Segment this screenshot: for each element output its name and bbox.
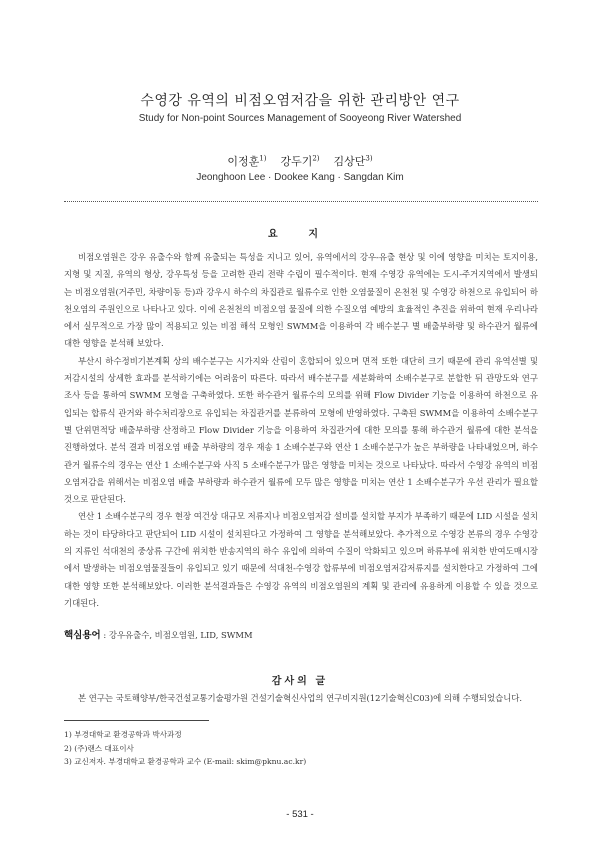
page-number: - 531 - <box>286 809 314 820</box>
paper-title-korean: 수영강 유역의 비점오염저감을 위한 관리방안 연구 <box>140 93 460 109</box>
footnote: 1) 부경대학교 환경공학과 박사과정 <box>64 730 182 739</box>
dotted-divider <box>64 201 538 202</box>
author-name: 강두기 <box>280 155 313 168</box>
abstract-paragraph: 부산시 하수정비기본계획 상의 배수분구는 시가지와 산림이 혼합되어 있으며 면적 또한 대단히 크기 때문에 관리 유역선별 및 저감시설의 상세한 효과를 분석하기에는 어려움이 따른다. 따라서 배수분구를 세분화하여 소배수분구로 분할한 뒤 관망도와 연구조사 등을 통하여 SWMM 모형을 구축하였다. 또한 하수관거 월류수의 모의를 위해 Flow Divider 기능을 이용하여 하천으로 유입되는 합류식 관거와 하수처리장으로 유입되는 차집관거를 분류하여 모형에 반영하였다. 구축된 SWMM을 이용하여 소배수분구별 단위면적당 배출부하량 산정하고 Flow Divider 기능을 이용하여 차집관거에 대한 모의를 통해 하수관거 월류에 대한 분석을 진행하였다. 분석 결과 비점오염 배출 부하량의 경우 재송 1 소배수분구와 연산 1 소배수분구가 높은 부하량을 나타내었으며, 하수관거 월류수의 경우는 연산 1 소배수분구와 사직 5 소배수분구가 많은 영향을 미치는 것으로 나타났다. 따라서 수영강 유역의 비점오염저감을 위해서는 비점오염 배출 부하량과 하수관거 월류에 모두 많은 영향을 미치는 연산 1 소배수분구가 우선 관리가 필요할 것으로 판단된다. <box>64 355 538 505</box>
authors-english: Jeonghoon Lee · Dookee Kang · Sangdan Kim <box>196 172 404 183</box>
acknowledgment-heading: 감사의 글 <box>271 676 329 687</box>
footnote: 3) 교신저자. 부경대학교 환경공학과 교수 (E-mail: skim@pknu.ac.kr) <box>64 757 307 766</box>
acknowledgment-text: 본 연구는 국토해양부/한국건설교통기술평가원 건설기술혁신사업의 연구비지원(12기술혁신C03)에 의해 수행되었습니다. <box>78 693 523 703</box>
footnote: 2) (주)랜스 대표이사 <box>64 743 134 753</box>
authors-korean <box>0 153 600 169</box>
author-name: 이정훈 <box>227 155 260 168</box>
keywords-list: : 강우유출수, 비점오염원, LID, SWMM <box>103 630 253 640</box>
abstract-heading: 요 지 <box>267 229 333 240</box>
paper-title-english: Study for Non-point Sources Management of Sooyeong River Watershed <box>138 113 462 124</box>
abstract-body <box>64 249 538 612</box>
author-footnote-mark: 1) <box>259 154 267 163</box>
footnote-rule <box>64 720 209 721</box>
author-footnote-mark: 3) <box>365 154 373 163</box>
keywords-label: 핵심용어 <box>64 630 101 641</box>
author-name: 김상단 <box>333 155 366 168</box>
author-footnote-mark: 2) <box>312 154 320 163</box>
footnotes <box>64 728 538 769</box>
keywords-line <box>64 627 538 641</box>
abstract-paragraph: 비점오염원은 강우 유출수와 함께 유출되는 특성을 지니고 있어, 유역에서의 강우-유출 현상 및 이에 영향을 미치는 토지이용, 지형 및 지질, 유역의 형상, 강우특성 등을 고려한 관리 전략 수립이 필수적이다. 현재 수영강 유역에는 도시-주거지역에서 발생되는 비점오염원(거주민, 차량이동 등)과 강우시 하수의 차집관로 월류수로 인한 오염물질이 온천천 및 수영강 하천으로 유입되어 하천오염의 주원인으로 나타나고 있다. 이에 온천천의 비점오염 물질에 의한 수질오염 예방의 효율적인 추진을 위하여 현재 우리나라에서 실무적으로 가장 많이 적용되고 있는 비점 해석 모형인 SWMM을 이용하여 각 배수분구 별 배출부하량 및 하수관거 월류에 대한 영향을 분석해 보았다. <box>64 252 538 349</box>
abstract-paragraph: 연산 1 소배수분구의 경우 현장 여건상 대규모 저류지나 비점오염저감 설비를 설치할 부지가 부족하기 때문에 LID 시설을 설치하는 것이 타당하다고 판단되어 LID 시설이 설치된다고 가정하여 그 영향을 분석해보았다. 추가적으로 수영강 본류의 경우 수영강의 지류인 석대천의 중상류 구간에 위치한 반송지역의 하수 유입에 의하여 수질이 악화되고 있으며 하류부에 위치한 반여도매시장에서 발생하는 비점오염물질들이 유입되고 있기 때문에 석대천-수영강 합류부에 비점오염저감저류지를 설치한다고 가정하여 그에 대한 영향 또한 분석해보았다. 이러한 분석결과들은 수영강 유역의 비점오염원의 계획 및 관리에 유용하게 이용할 수 있을 것으로 기대된다. <box>64 511 538 608</box>
